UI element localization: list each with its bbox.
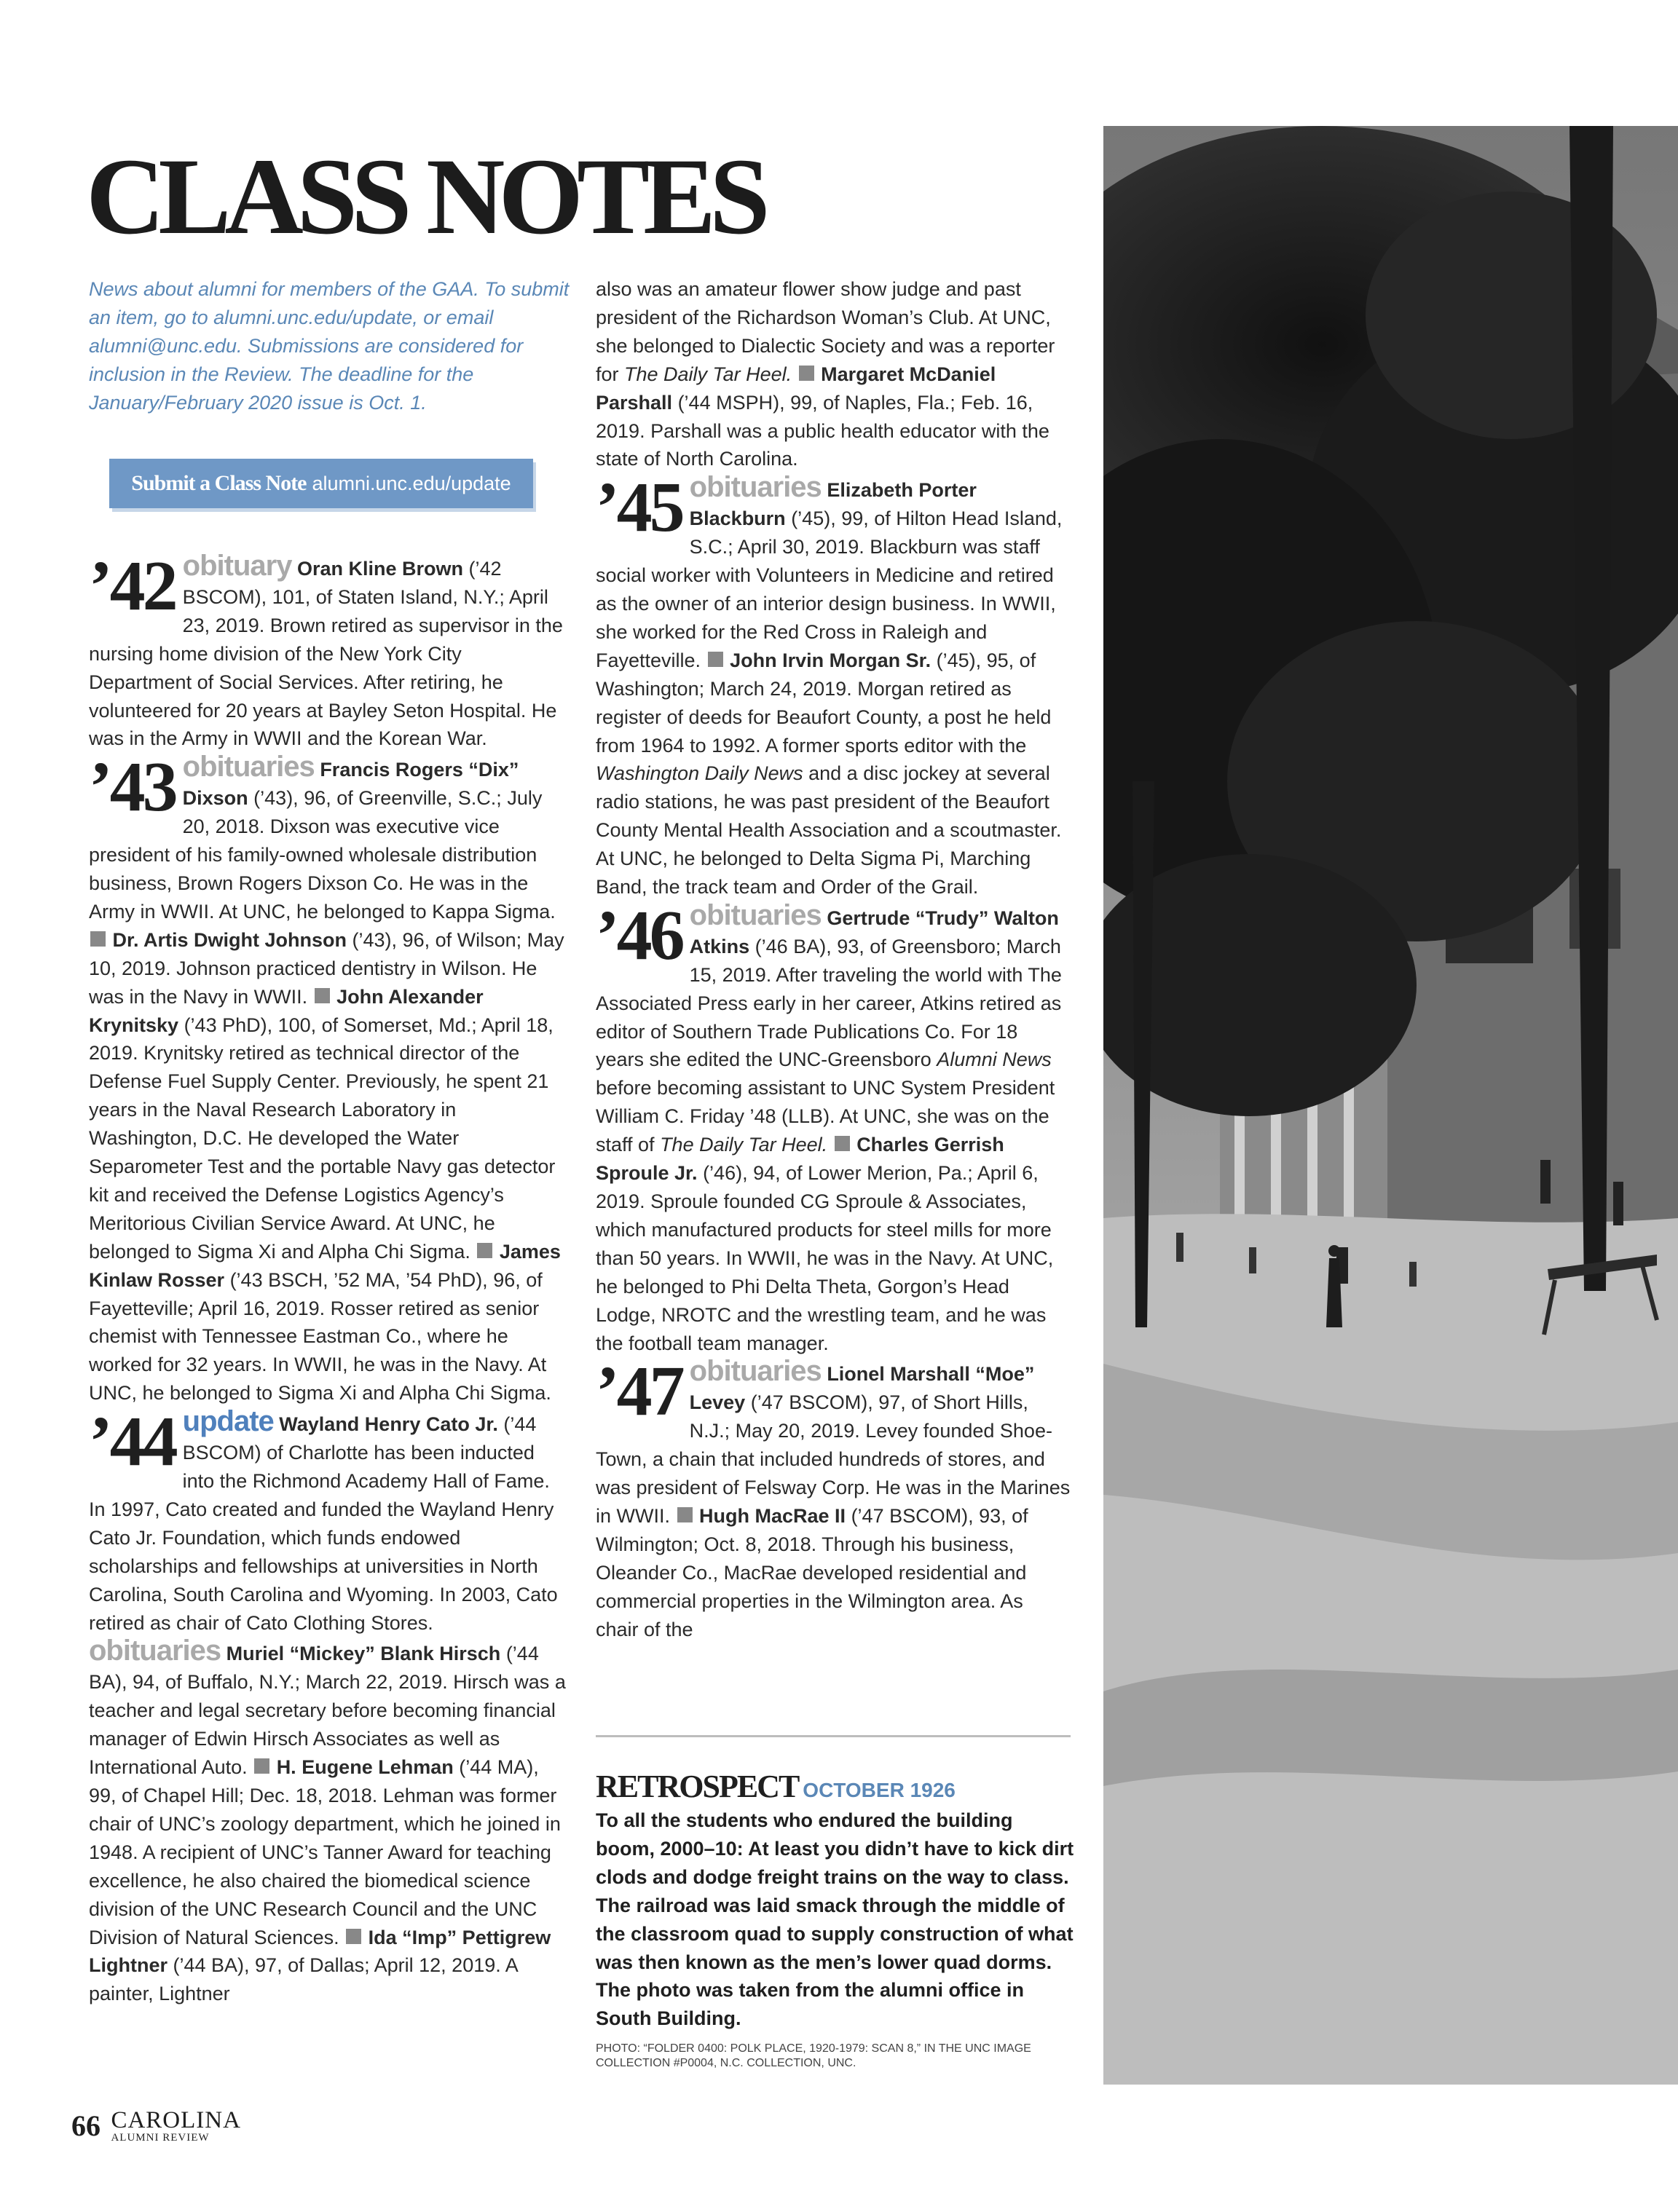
separator-square-icon	[254, 1758, 269, 1774]
retrospect-heading: RETROSPECT	[596, 1769, 799, 1804]
separator-square-icon	[90, 931, 106, 947]
retrospect-text: To all the students who endured the building boom, 2000–10: At least you didn’t have to kick dirt clods and dodge freight trains on the way to class. The railroad was laid smack through the middle of the classroom quad to supply construction of what was then known as the men’s lower quad dorms. The photo was taken from the alumni office in South Building.	[596, 1809, 1074, 2030]
note-text	[816, 363, 822, 385]
class-note-entry	[596, 468, 1071, 901]
note-text: before becoming assistant to UNC System President William C. Friday ’48 (LLB). At UNC, she was on the staff of	[596, 1077, 1055, 1156]
note-text	[331, 986, 337, 1008]
separator-square-icon	[677, 1507, 693, 1522]
note-text: (’44 BA), 94, of Buffalo, N.Y.; March 22, 2019. Hirsch was a teacher and legal secretary before becoming financial manager of Edwin Hirsch Associates as well as International Auto.	[89, 1643, 566, 1779]
note-text	[694, 1505, 700, 1527]
alumnus-name: Muriel “Mickey” Blank Hirsch	[226, 1643, 501, 1665]
separator-square-icon	[346, 1929, 361, 1944]
alumnus-name: Wayland Henry Cato Jr.	[279, 1413, 498, 1436]
alumnus-name: Dr. Artis Dwight Johnson	[112, 928, 347, 951]
submit-class-note-button[interactable]	[109, 459, 533, 508]
alumnus-name: H. Eugene Lehman	[276, 1756, 454, 1779]
note-text: (’43), 96, of Greenville, S.C.; July 20, 2018. Dixson was executive vice president of his family-owned wholesale distribution business, Brown Rogers Dixson Co. He was in the Army in WWII. At UNC, he belonged to Kappa Sigma.	[89, 787, 556, 923]
separator-square-icon	[477, 1243, 492, 1258]
note-text: (’44 BSCOM) of Charlotte has been inducted into the Richmond Academy Hall of Fame. In 1997, Cato created and funded the Wayland Henry Cato Jr. Foundation, which funds endowed scholarships and fellowships at universities in North Carolina, South Carolina and Wyoming. In 2003, Cato retired as chair of Cato Clothing Stores.	[89, 1413, 558, 1634]
note-type-label: update	[182, 1405, 274, 1438]
note-type-label: obituaries	[689, 1355, 822, 1388]
class-notes-column-right	[596, 275, 1071, 1644]
note-text	[221, 1643, 227, 1664]
publication-title: The Daily Tar Heel.	[624, 363, 792, 385]
note-text	[827, 1134, 833, 1156]
class-year: ’47	[596, 1352, 682, 1431]
note-text: (’47 BSCOM), 93, of Wilmington; Oct. 8, 2018. Through his business, Oleander Co., MacRae developed residential and commercial properties in the Wilmington area. As chair of the	[596, 1504, 1028, 1640]
note-text: (’43 PhD), 100, of Somerset, Md.; April 18, 2019. Krynitsky retired as technical director of the Defense Fuel Supply Center. Previously, he spent 21 years in the Naval Research Laboratory in Washington, D.C. He developed the Water Separometer Test and the portable Navy gas detector kit and received the Defense Logistics Agency’s Meritorious Civilian Service Award. At UNC, he belonged to Sigma Xi and Alpha Chi Sigma.	[89, 1014, 556, 1263]
page-number: 66	[71, 2109, 101, 2142]
historic-campus-photo	[1103, 126, 1678, 2085]
note-text: also was an amateur flower show judge and past president of the Richardson Woman’s Club. At UNC, she belonged to Dialectic Society and was a reporter for	[596, 278, 1055, 385]
alumnus-name: Oran Kline Brown	[296, 558, 463, 580]
magazine-logo	[111, 2109, 241, 2144]
submit-class-note-url[interactable]: alumni.unc.edu/update	[312, 472, 511, 494]
note-text: (’44 BA), 97, of Dallas; April 12, 2019. A painter, Lightner	[89, 1954, 518, 2005]
note-text: (’47 BSCOM), 97, of Short Hills, N.J.; May 20, 2019. Levey founded Shoe-Town, a chain that included hundreds of stores, and was president of Felsway Corp. He was in the Marines in WWII.	[596, 1391, 1071, 1527]
note-text: (’43), 96, of Wilson; May 10, 2019. Johnson practiced dentistry in Wilson. He was in the Navy in WWII.	[89, 928, 564, 1008]
alumnus-name: John Alexander Krynitsky	[89, 985, 484, 1036]
intro-text: News about alumni for members of the GAA. To submit an item, go to alumni.unc.edu/update, or email alumni@unc.edu. Submissions are considered for inclusion in the Review. The deadline for the January/February 2020 issue is Oct. 1.	[89, 278, 570, 414]
alumnus-name: James Kinlaw Rosser	[89, 1240, 561, 1291]
alumnus-name: Gertrude “Trudy” Walton Atkins	[689, 906, 1059, 957]
separator-square-icon	[835, 1136, 850, 1151]
note-type-label: obituaries	[689, 898, 822, 931]
note-text: (’45), 95, of Washington; March 24, 2019. Morgan retired as register of deeds for Beaufort County, a post he held from 1964 to 1992. A former sports editor with the	[596, 649, 1052, 757]
alumnus-name: Hugh MacRae II	[699, 1504, 846, 1527]
class-note-entry	[596, 275, 1071, 473]
note-type-label: obituaries	[689, 471, 822, 504]
submit-class-note-label: Submit a Class Note	[131, 471, 307, 495]
note-text	[271, 1756, 277, 1778]
page-folio	[71, 2109, 241, 2144]
note-type-label: obituaries	[182, 751, 315, 783]
note-text: (’44 MA), 99, of Chapel Hill; Dec. 18, 2018. Lehman was former chair of UNC’s zoology department, which he joined in 1948. A recipient of UNC’s Tanner Award for teaching excellence, he also chaired the biomedical science division of the UNC Research Council and the UNC Division of Natural Sciences.	[89, 1756, 561, 1948]
retrospect-box	[596, 1768, 1076, 2071]
separator-square-icon	[799, 366, 814, 381]
section-divider	[596, 1735, 1071, 1737]
note-text	[363, 1927, 369, 1948]
retrospect-date: OCTOBER 1926	[803, 1779, 956, 1801]
publication-title: The Daily Tar Heel.	[660, 1134, 828, 1156]
class-notes-column-left	[89, 547, 566, 2008]
alumnus-name: Margaret McDaniel Parshall	[596, 363, 996, 414]
class-note-entry	[89, 1402, 566, 1637]
alumnus-name: Elizabeth Porter Blackburn	[689, 479, 977, 530]
alumnus-name: John Irvin Morgan Sr.	[730, 649, 931, 671]
note-text	[494, 1241, 500, 1263]
alumnus-name: Ida “Imp” Pettigrew Lightner	[89, 1926, 551, 1977]
note-text: (’44 MSPH), 99, of Naples, Fla.; Feb. 16, 2019. Parshall was a public health educator with the state of North Carolina.	[596, 391, 1049, 470]
class-year: ’45	[596, 468, 682, 548]
class-note-entry	[596, 1352, 1071, 1643]
page-title: CLASS NOTES	[86, 136, 764, 257]
class-year: ’42	[89, 547, 176, 625]
campus-quad-photo-image	[1103, 126, 1678, 2085]
alumnus-name: Lionel Marshall “Moe” Levey	[689, 1363, 1035, 1414]
note-text: and a disc jockey at several radio stations, he was past president of the Beaufort County Mental Health Association and a scoutmaster. At UNC, he belonged to Delta Sigma Pi, Marching Band, the track team and Order of the Grail.	[596, 762, 1062, 898]
publication-title: Washington Daily News	[596, 762, 803, 785]
note-text: (’46 BA), 93, of Greensboro; March 15, 2019. After traveling the world with The Associated Press early in her career, Atkins retired as editor of Southern Trade Publications Co. For 18 years she edited the UNC-Greensboro	[596, 935, 1062, 1071]
photo-credit: PHOTO: “FOLDER 0400: POLK PLACE, 1920-1979: SCAN 8,” IN THE UNC IMAGE COLLECTION #P0004, N.C. COLLECTION, UNC.	[596, 2042, 1031, 2070]
class-note-entry	[89, 547, 566, 753]
note-text: (’45), 99, of Hilton Head Island, S.C.; April 30, 2019. Blackburn was staff social worker with Volunteers in Medicine and retired as the owner of an interior design business. In WWII, she worked for the Red Cross in Raleigh and Fayetteville.	[596, 507, 1063, 671]
alumnus-name: Charles Gerrish Sproule Jr.	[596, 1134, 1004, 1185]
magazine-title: CAROLINA	[111, 2107, 241, 2133]
note-text	[792, 363, 797, 385]
publication-title: Alumni News	[937, 1048, 1052, 1071]
separator-square-icon	[315, 988, 330, 1003]
class-year: ’46	[596, 896, 682, 975]
alumnus-name: Francis Rogers “Dix” Dixson	[182, 759, 519, 810]
class-year: ’43	[89, 748, 176, 827]
class-year: ’44	[89, 1402, 176, 1482]
note-text: (’46), 94, of Lower Merion, Pa.; April 6, 2019. Sproule founded CG Sproule & Associates, which manufactured products for steel mills for more than 50 years. In WWII, he was in the Navy. At UNC, he belonged to Phi Delta Theta, Gorgon’s Head Lodge, NROTC and the wrestling team, and he was the football team manager.	[596, 1162, 1054, 1354]
class-note-entry	[89, 748, 566, 1407]
note-text	[725, 649, 730, 671]
note-type-label: obituary	[182, 550, 292, 582]
note-text	[107, 929, 113, 951]
class-note-entry	[89, 1637, 566, 2008]
note-text: (’42 BSCOM), 101, of Staten Island, N.Y.; April 23, 2019. Brown retired as supervisor in the nursing home division of the New York City Department of Social Services. After retiring, he volunteered for 20 years at Bayley Seton Hospital. He was in the Army in WWII and the Korean War.	[89, 558, 563, 750]
class-note-entry	[596, 896, 1071, 1358]
note-text: (’43 BSCH, ’52 MA, ’54 PhD), 96, of Fayetteville; April 16, 2019. Rosser retired as senior chemist with Tennessee Eastman Co., where he worked for 32 years. In WWII, he was in the Navy. At UNC, he belonged to Sigma Xi and Alpha Chi Sigma.	[89, 1268, 551, 1405]
separator-square-icon	[708, 652, 723, 667]
magazine-subtitle: ALUMNI REVIEW	[111, 2132, 210, 2144]
note-text	[291, 558, 297, 580]
note-type-label: obituaries	[89, 1635, 221, 1667]
